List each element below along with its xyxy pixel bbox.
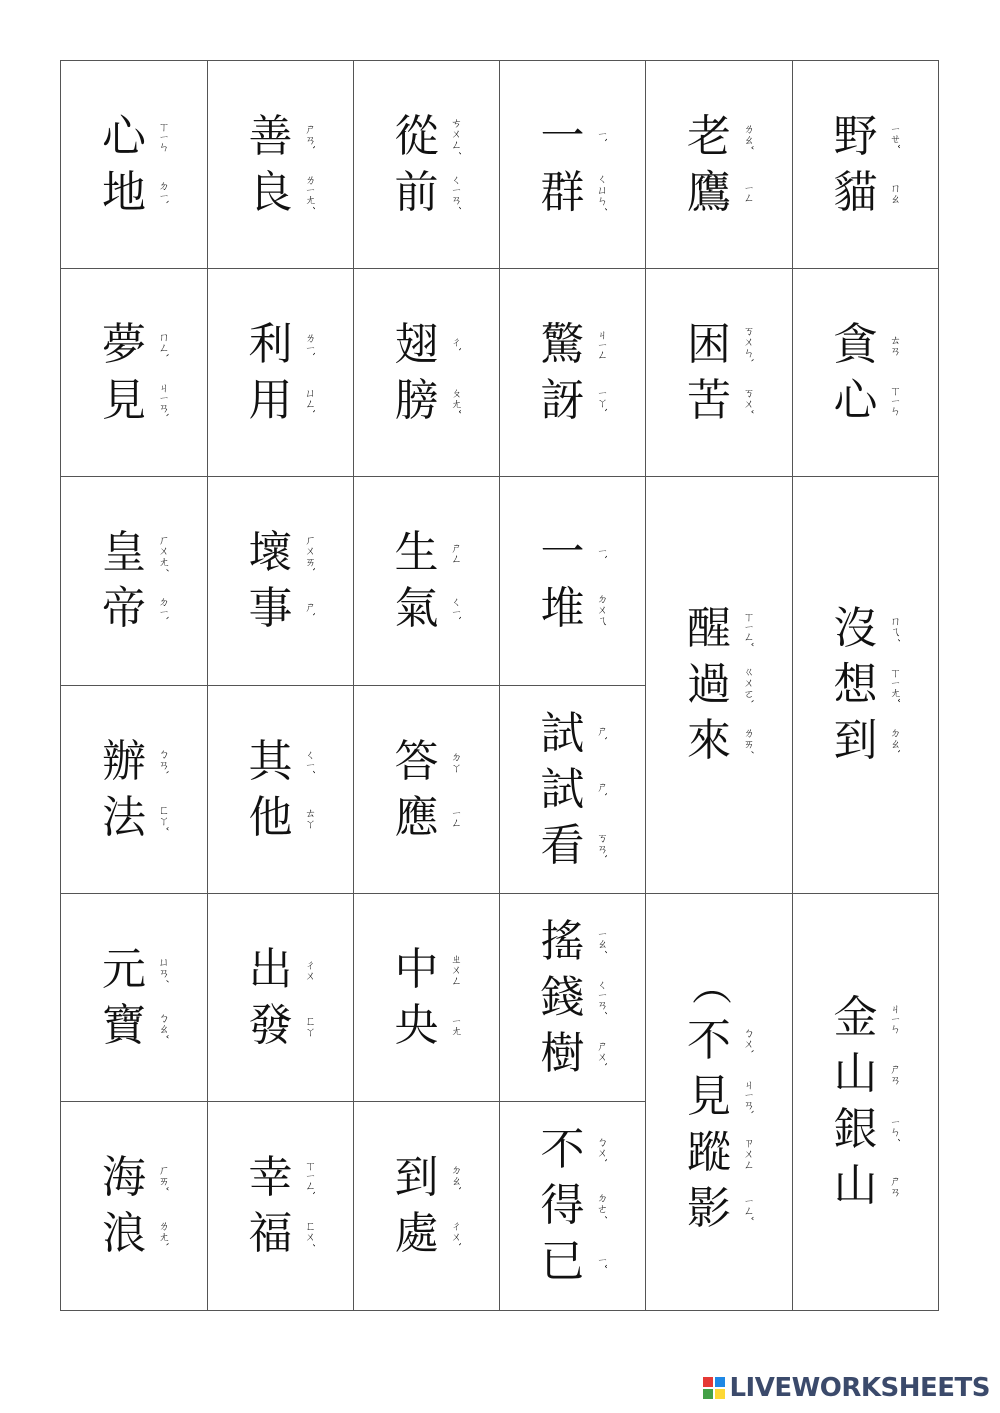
vocab-card[interactable] bbox=[208, 269, 354, 477]
chinese-character: 壞 bbox=[248, 527, 293, 578]
vocab-word bbox=[538, 317, 608, 429]
character-row bbox=[684, 1181, 754, 1237]
vocab-card[interactable] bbox=[61, 894, 208, 1102]
character-row bbox=[392, 942, 462, 998]
zhuyin-annotation: ㄌㄤˋ bbox=[157, 1220, 170, 1248]
zhuyin-annotation: ㄎㄨˇ bbox=[742, 386, 755, 415]
chinese-character: 過 bbox=[687, 659, 731, 710]
character-row bbox=[538, 109, 608, 165]
vocab-word bbox=[684, 317, 754, 429]
vocab-word bbox=[392, 734, 462, 846]
vocab-card[interactable] bbox=[500, 269, 646, 477]
chinese-character: 元 bbox=[102, 943, 146, 995]
zhuyin-annotation: ㄈㄚˇ bbox=[157, 803, 170, 832]
vocab-card[interactable] bbox=[793, 894, 939, 1311]
zhuyin-annotation: ㄑㄩㄣˊ bbox=[595, 173, 609, 212]
chinese-character: 一 bbox=[540, 527, 585, 578]
zhuyin-annotation: ㄒㄧㄣ bbox=[157, 121, 170, 152]
chinese-character: 看 bbox=[540, 819, 585, 871]
chinese-character: 見 bbox=[102, 374, 146, 426]
zhuyin-annotation: ㄉㄧˋ bbox=[157, 596, 170, 622]
chinese-character: 前 bbox=[394, 166, 439, 218]
zhuyin-annotation: ㄊㄚ bbox=[303, 806, 317, 829]
vocab-card[interactable] bbox=[208, 61, 354, 269]
vocab-word bbox=[392, 317, 462, 429]
character-row bbox=[246, 525, 316, 581]
vocab-word bbox=[684, 601, 754, 769]
vocab-card[interactable] bbox=[61, 61, 208, 269]
vocab-word bbox=[99, 1150, 169, 1262]
character-row bbox=[538, 1178, 608, 1234]
zhuyin-annotation: ㄑㄧㄢˊ bbox=[449, 174, 463, 211]
vocab-card[interactable] bbox=[208, 1102, 354, 1311]
zhuyin-annotation: ㄧㄣˊ bbox=[888, 1117, 902, 1143]
zhuyin-annotation: ㄕㄢ bbox=[888, 1175, 902, 1197]
chinese-character: 貪 bbox=[833, 318, 878, 370]
character-row bbox=[392, 1206, 462, 1262]
chinese-character: 應 bbox=[394, 791, 439, 843]
chinese-character: 蹤 bbox=[687, 1127, 731, 1178]
zhuyin-annotation: ㄅㄠˇ bbox=[157, 1011, 170, 1040]
chinese-character: 困 bbox=[687, 318, 731, 370]
chinese-character: 心 bbox=[102, 110, 146, 162]
vocab-word bbox=[392, 109, 462, 221]
chinese-character: 發 bbox=[248, 999, 293, 1051]
vocab-card[interactable] bbox=[61, 1102, 208, 1311]
zhuyin-annotation: ㄏㄨㄤˊ bbox=[157, 533, 170, 573]
vocab-word bbox=[831, 109, 901, 221]
character-row bbox=[684, 373, 754, 429]
vocab-word bbox=[246, 525, 316, 637]
vocab-word bbox=[392, 942, 462, 1054]
character-row bbox=[392, 317, 462, 373]
character-row bbox=[246, 998, 316, 1054]
chinese-character: 到 bbox=[833, 715, 878, 766]
character-row bbox=[246, 165, 316, 221]
chinese-character: 見 bbox=[687, 1071, 731, 1122]
zhuyin-annotation: ㄉㄠˋ bbox=[449, 1164, 463, 1192]
chinese-character: 翅 bbox=[394, 318, 439, 370]
character-row bbox=[831, 713, 901, 769]
chinese-character: 從 bbox=[394, 110, 439, 162]
chinese-character: 試 bbox=[540, 763, 585, 815]
chinese-character: 出 bbox=[248, 943, 293, 995]
character-row bbox=[392, 109, 462, 165]
chinese-character: 答 bbox=[394, 735, 439, 787]
zhuyin-annotation: ㄧㄥˇ bbox=[742, 1196, 755, 1222]
character-row bbox=[538, 970, 608, 1026]
zhuyin-annotation: ㄅㄨˋ bbox=[595, 1136, 609, 1164]
zhuyin-annotation: ㄉㄧˋ bbox=[157, 179, 170, 206]
character-row bbox=[684, 601, 754, 657]
character-row bbox=[392, 373, 462, 429]
zhuyin-annotation: ㄏㄞˇ bbox=[157, 1164, 170, 1192]
zhuyin-annotation: ㄊㄢ bbox=[888, 333, 902, 356]
vocab-card[interactable] bbox=[793, 61, 939, 269]
character-row bbox=[99, 165, 169, 221]
zhuyin-annotation: ㄧㄝˇ bbox=[888, 123, 902, 150]
chinese-character: 不 bbox=[540, 1124, 585, 1175]
chinese-character: 驚 bbox=[540, 318, 585, 370]
zhuyin-annotation: ㄩㄥˋ bbox=[303, 386, 317, 415]
vocab-card[interactable] bbox=[354, 894, 500, 1102]
character-row bbox=[831, 1102, 901, 1158]
zhuyin-annotation: ㄏㄨㄞˋ bbox=[303, 533, 317, 573]
vocab-word bbox=[538, 706, 608, 874]
vocab-word bbox=[831, 317, 901, 429]
character-row bbox=[831, 109, 901, 165]
vocab-word bbox=[246, 734, 316, 846]
chinese-character: 心 bbox=[833, 374, 878, 426]
vocab-card[interactable] bbox=[500, 477, 646, 686]
vocab-word bbox=[392, 1150, 462, 1262]
chinese-character: 夢 bbox=[102, 318, 146, 370]
zhuyin-annotation: ㄇㄟˊ bbox=[888, 615, 902, 643]
character-row bbox=[538, 762, 608, 818]
character-row bbox=[684, 109, 754, 165]
vocab-word bbox=[99, 942, 169, 1054]
zhuyin-annotation: ㄌㄞˊ bbox=[742, 727, 755, 755]
character-row bbox=[684, 317, 754, 373]
vocab-card[interactable] bbox=[500, 61, 646, 269]
vocab-word bbox=[246, 317, 316, 429]
chinese-character: 鷹 bbox=[687, 166, 731, 218]
character-row bbox=[392, 734, 462, 790]
zhuyin-annotation: ㄒㄧㄥˋ bbox=[303, 1159, 317, 1197]
vocab-word bbox=[246, 1150, 316, 1262]
character-row bbox=[392, 998, 462, 1054]
vocab-card[interactable] bbox=[208, 894, 354, 1102]
zhuyin-annotation: ㄑㄧㄢˊ bbox=[595, 979, 609, 1016]
chinese-character: 皇 bbox=[102, 527, 146, 578]
zhuyin-annotation: ㄇㄥˋ bbox=[157, 330, 170, 359]
zhuyin-annotation: ㄒㄧㄣ bbox=[888, 385, 902, 416]
chinese-character: 群 bbox=[540, 166, 585, 218]
zhuyin-annotation: ㄑㄧˋ bbox=[449, 596, 463, 622]
character-row bbox=[684, 1013, 754, 1069]
character-row bbox=[246, 109, 316, 165]
chinese-character: 搖 bbox=[540, 915, 585, 967]
chinese-character: 來 bbox=[687, 715, 731, 766]
vocab-word bbox=[538, 525, 608, 637]
chinese-character: 良 bbox=[248, 166, 293, 218]
zhuyin-annotation: ㄉㄜˊ bbox=[595, 1192, 609, 1220]
chinese-character: 帝 bbox=[102, 583, 146, 634]
chinese-character: 善 bbox=[248, 110, 293, 162]
chinese-character: 央 bbox=[394, 999, 439, 1051]
chinese-character: 金 bbox=[833, 992, 878, 1043]
character-row bbox=[99, 734, 169, 790]
vocab-card[interactable] bbox=[61, 477, 208, 686]
zhuyin-annotation: ㄅㄢˋ bbox=[157, 747, 170, 776]
zhuyin-annotation: ㄕˋ bbox=[303, 600, 317, 618]
zhuyin-annotation: ㄔㄨ bbox=[303, 958, 317, 981]
chinese-character: 貓 bbox=[833, 166, 878, 218]
vocab-card[interactable] bbox=[500, 1102, 646, 1311]
zhuyin-annotation: ㄌㄧˋ bbox=[303, 331, 317, 358]
zhuyin-annotation: ㄕㄨˋ bbox=[595, 1039, 609, 1068]
chinese-character: 不 bbox=[687, 1015, 731, 1066]
zhuyin-annotation: ㄔˋ bbox=[449, 336, 463, 353]
vocabulary-grid bbox=[60, 60, 939, 1311]
vocab-card[interactable] bbox=[61, 686, 208, 894]
chinese-character: 樹 bbox=[540, 1027, 585, 1079]
character-row bbox=[684, 1069, 754, 1125]
zhuyin-annotation: ㄎㄢˋ bbox=[595, 831, 609, 860]
character-row bbox=[99, 942, 169, 998]
zhuyin-annotation: ㄐㄧㄢˋ bbox=[742, 1078, 755, 1116]
character-row bbox=[99, 525, 169, 581]
vocab-word bbox=[831, 601, 901, 769]
character-row bbox=[538, 914, 608, 970]
zhuyin-annotation: ㄧˇ bbox=[595, 1254, 609, 1270]
chinese-character: 野 bbox=[833, 110, 878, 162]
character-row bbox=[831, 1046, 901, 1102]
vocab-card[interactable] bbox=[354, 686, 500, 894]
chinese-character: 法 bbox=[102, 791, 146, 843]
chinese-character: 堆 bbox=[540, 583, 585, 634]
vocab-card[interactable] bbox=[500, 894, 646, 1102]
chinese-character: 山 bbox=[833, 1160, 878, 1211]
character-row bbox=[831, 317, 901, 373]
vocab-word bbox=[99, 317, 169, 429]
logo-text: LIVEWORKSHEETS bbox=[729, 1373, 990, 1403]
chinese-character: 一 bbox=[540, 110, 585, 162]
vocab-card[interactable] bbox=[61, 269, 208, 477]
chinese-character: 浪 bbox=[102, 1208, 146, 1259]
vocab-card[interactable] bbox=[354, 1102, 500, 1311]
chinese-character: 利 bbox=[248, 318, 293, 370]
vocab-word bbox=[99, 109, 169, 221]
zhuyin-annotation: ㄧㄤ bbox=[449, 1015, 463, 1036]
character-row bbox=[831, 165, 901, 221]
logo-icon bbox=[703, 1377, 725, 1399]
zhuyin-annotation: ㄍㄨㄛˋ bbox=[742, 665, 755, 705]
character-row bbox=[538, 706, 608, 762]
zhuyin-annotation: ㄧㄥ bbox=[742, 182, 755, 203]
chinese-character: 寶 bbox=[102, 999, 146, 1051]
character-row bbox=[392, 790, 462, 846]
zhuyin-annotation: ㄐㄧㄥ bbox=[595, 329, 609, 360]
vocab-card[interactable] bbox=[793, 477, 939, 894]
chinese-character: 他 bbox=[248, 791, 293, 843]
zhuyin-annotation: ㄒㄧㄤˇ bbox=[888, 666, 902, 704]
character-row bbox=[246, 317, 316, 373]
vocab-card[interactable] bbox=[793, 269, 939, 477]
zhuyin-annotation: ㄧㄥ bbox=[449, 807, 463, 828]
zhuyin-annotation: ㄘㄨㄥˊ bbox=[449, 117, 463, 156]
character-row bbox=[392, 581, 462, 637]
bracket-mark: ︵ bbox=[692, 964, 732, 1010]
vocab-word bbox=[538, 109, 608, 221]
zhuyin-annotation: ㄎㄨㄣˋ bbox=[742, 325, 755, 364]
character-row bbox=[538, 581, 608, 637]
chinese-character: 福 bbox=[248, 1208, 293, 1259]
chinese-character: 膀 bbox=[394, 374, 439, 426]
vocab-card[interactable] bbox=[646, 477, 793, 894]
character-row bbox=[246, 1150, 316, 1206]
zhuyin-annotation: ㄆㄤˇ bbox=[449, 386, 463, 415]
chinese-character: 醒 bbox=[687, 603, 731, 654]
zhuyin-annotation: ㄈㄚ bbox=[303, 1014, 317, 1037]
character-row bbox=[99, 373, 169, 429]
chinese-character: 得 bbox=[540, 1180, 585, 1231]
zhuyin-annotation: ㄐㄧㄢˋ bbox=[157, 382, 170, 419]
zhuyin-annotation: ㄅㄨˋ bbox=[742, 1027, 755, 1055]
character-row bbox=[831, 1158, 901, 1214]
character-row bbox=[99, 998, 169, 1054]
chinese-character: 處 bbox=[394, 1208, 439, 1259]
chinese-character: 錢 bbox=[540, 971, 585, 1023]
zhuyin-annotation: ㄉㄨㄟ bbox=[595, 592, 609, 626]
vocab-word bbox=[99, 734, 169, 846]
zhuyin-annotation: ㄌㄧㄤˊ bbox=[303, 174, 317, 211]
character-row bbox=[831, 990, 901, 1046]
character-row bbox=[538, 373, 608, 429]
chinese-character: 用 bbox=[248, 374, 293, 426]
zhuyin-annotation: ㄧˋ bbox=[595, 545, 609, 561]
zhuyin-annotation: ㄒㄧㄥˇ bbox=[742, 610, 755, 648]
zhuyin-annotation: ㄧㄠˊ bbox=[595, 928, 609, 955]
vocab-word bbox=[538, 1122, 608, 1290]
vocab-word bbox=[392, 525, 462, 637]
chinese-character: 事 bbox=[248, 583, 293, 634]
character-row bbox=[246, 1206, 316, 1262]
chinese-character: 苦 bbox=[687, 374, 731, 426]
character-row bbox=[246, 942, 316, 998]
zhuyin-annotation: ㄉㄠˋ bbox=[888, 727, 902, 755]
zhuyin-annotation: ㄈㄨˊ bbox=[303, 1220, 317, 1248]
chinese-character: 訝 bbox=[540, 374, 585, 426]
chinese-character: 沒 bbox=[833, 603, 878, 654]
vocab-card[interactable] bbox=[208, 477, 354, 686]
vocab-card[interactable] bbox=[208, 686, 354, 894]
character-row bbox=[538, 317, 608, 373]
zhuyin-annotation: ㄌㄠˇ bbox=[742, 122, 755, 151]
chinese-character: 已 bbox=[540, 1236, 585, 1287]
chinese-character: 地 bbox=[102, 166, 146, 218]
character-row bbox=[538, 1122, 608, 1178]
character-row bbox=[392, 1150, 462, 1206]
vocab-word bbox=[684, 964, 755, 1237]
vocab-word bbox=[99, 525, 169, 637]
vocab-card[interactable] bbox=[646, 894, 793, 1311]
chinese-character: 氣 bbox=[394, 583, 439, 634]
character-row bbox=[684, 165, 754, 221]
chinese-character: 銀 bbox=[833, 1104, 878, 1155]
character-row bbox=[246, 581, 316, 637]
character-row bbox=[99, 317, 169, 373]
vocab-card[interactable] bbox=[646, 269, 793, 477]
chinese-character: 老 bbox=[687, 110, 731, 162]
zhuyin-annotation: ㄧㄚˋ bbox=[595, 387, 609, 414]
character-row bbox=[831, 373, 901, 429]
vocab-card[interactable] bbox=[354, 477, 500, 686]
chinese-character: 海 bbox=[102, 1152, 146, 1203]
zhuyin-annotation: ㄓㄨㄥ bbox=[449, 953, 463, 986]
chinese-character: 到 bbox=[394, 1152, 439, 1203]
vocab-word bbox=[246, 942, 316, 1054]
character-row bbox=[246, 373, 316, 429]
character-row bbox=[538, 1234, 608, 1290]
vocab-card[interactable] bbox=[354, 269, 500, 477]
chinese-character: 影 bbox=[687, 1183, 731, 1234]
character-row bbox=[246, 734, 316, 790]
character-row bbox=[538, 525, 608, 581]
zhuyin-annotation: ㄧˋ bbox=[595, 129, 609, 144]
chinese-character: 幸 bbox=[248, 1152, 293, 1203]
zhuyin-annotation: ㄕˋ bbox=[595, 725, 609, 742]
character-row bbox=[392, 165, 462, 221]
chinese-character: 辦 bbox=[102, 735, 146, 787]
chinese-character: 山 bbox=[833, 1048, 878, 1099]
chinese-character: 其 bbox=[248, 735, 293, 787]
chinese-character: 生 bbox=[394, 527, 439, 578]
zhuyin-annotation: ㄑㄧˊ bbox=[303, 748, 317, 775]
character-row bbox=[538, 1026, 608, 1082]
vocab-word bbox=[684, 109, 754, 221]
character-row bbox=[99, 581, 169, 637]
zhuyin-annotation: ㄕㄢ bbox=[888, 1063, 902, 1085]
vocab-word bbox=[538, 914, 608, 1082]
vocab-word bbox=[246, 109, 316, 221]
zhuyin-annotation: ㄐㄧㄣ bbox=[888, 1002, 902, 1034]
character-row bbox=[538, 165, 608, 221]
character-row bbox=[831, 657, 901, 713]
character-row bbox=[99, 1206, 169, 1262]
character-row bbox=[684, 657, 754, 713]
zhuyin-annotation: ㄕㄢˋ bbox=[303, 122, 317, 151]
vocab-card[interactable] bbox=[500, 686, 646, 894]
vocab-word bbox=[831, 990, 901, 1214]
chinese-character: 試 bbox=[540, 707, 585, 759]
zhuyin-annotation: ㄩㄢˊ bbox=[157, 955, 170, 984]
character-row bbox=[684, 1125, 754, 1181]
character-row bbox=[99, 790, 169, 846]
character-row bbox=[392, 525, 462, 581]
character-row bbox=[538, 818, 608, 874]
liveworksheets-logo bbox=[703, 1373, 990, 1403]
character-row bbox=[684, 713, 754, 769]
zhuyin-annotation: ㄗㄨㄥ bbox=[742, 1136, 755, 1170]
vocab-card[interactable] bbox=[646, 61, 793, 269]
character-row bbox=[99, 109, 169, 165]
zhuyin-annotation: ㄔㄨˋ bbox=[449, 1220, 463, 1248]
zhuyin-annotation: ㄇㄠ bbox=[888, 181, 902, 204]
chinese-character: 中 bbox=[394, 943, 439, 995]
vocab-card[interactable] bbox=[354, 61, 500, 269]
character-row bbox=[246, 790, 316, 846]
chinese-character: 想 bbox=[833, 659, 878, 710]
zhuyin-annotation: ㄉㄚ bbox=[449, 750, 463, 773]
zhuyin-annotation: ㄕㄥ bbox=[449, 542, 463, 564]
character-row bbox=[99, 1150, 169, 1206]
zhuyin-annotation: ㄕˋ bbox=[595, 781, 609, 798]
character-row bbox=[831, 601, 901, 657]
